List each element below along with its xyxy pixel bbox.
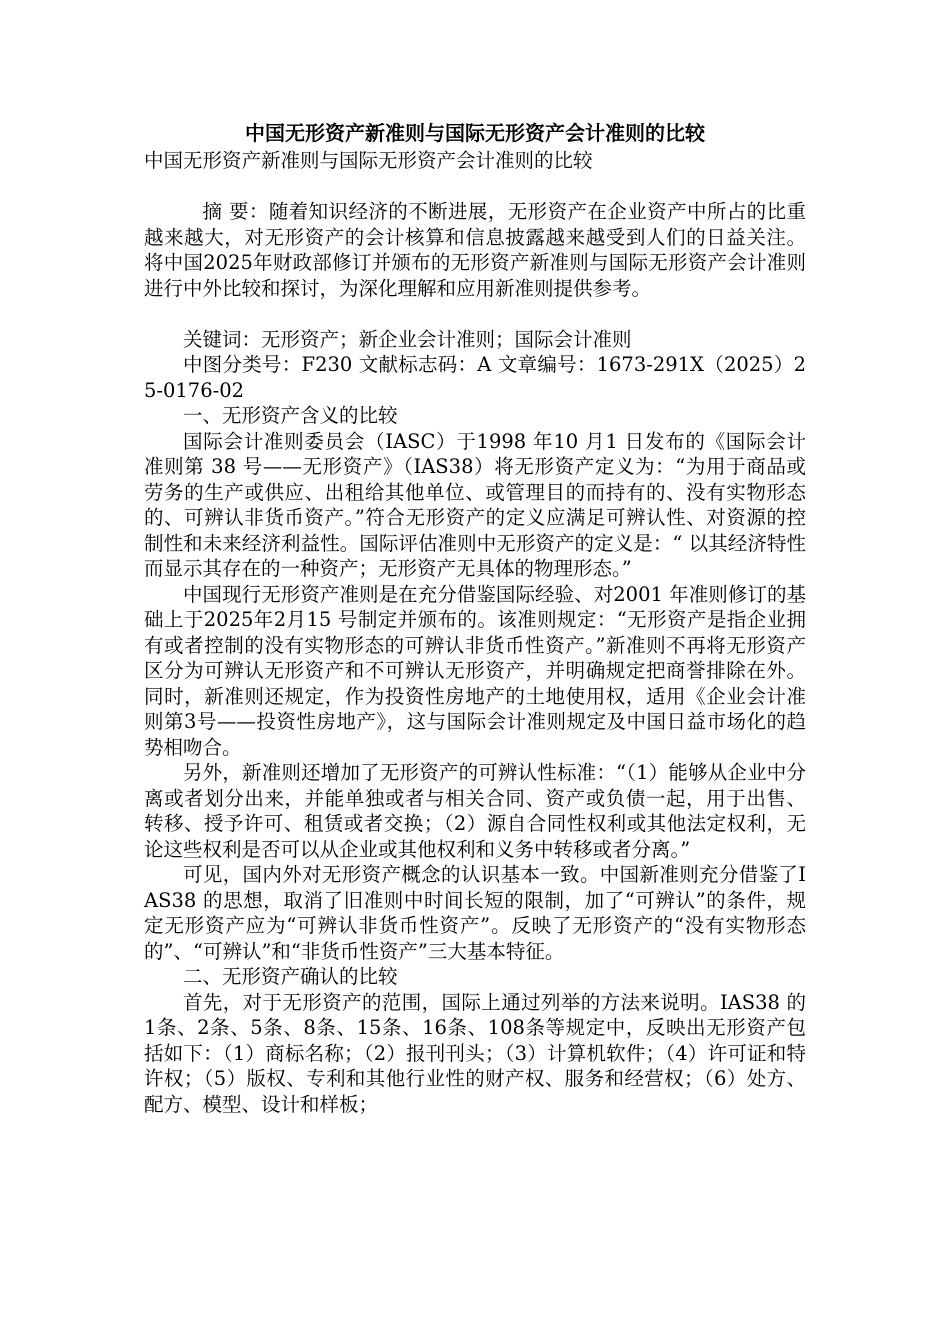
section2-paragraph: 首先，对于无形资产的范围，国际上通过列举的方法来说明。IAS38 的1条、2条、5条、8条、15条、16条、108条等规定中，反映出无形资产包括如下：（1）商标名称；（2）报刊刊头；（3）计算机软件；（4）许可证和特许权；（5）版权、专利和其他行业性的财产权、服务和经营权；（6）处方、配方、模型、设计和样板； [144, 990, 806, 1116]
section1-paragraph: 中国现行无形资产准则是在充分借鉴国际经验、对2001 年准则修订的基础上于2025年2月15 号制定并颁布的。该准则规定：“无形资产是指企业拥有或者控制的没有实物形态的可辨认非货币性资产。”新准则不再将无形资产区分为可辨认无形资产和不可辨认无形资产，并明确规定把商誉排除在外。同时，新准则还规定，作为投资性房地产的土地使用权，适用《企业会计准则第3号——投资性房地产》，这与国际会计准则规定及中国日益市场化的趋势相吻合。 [144, 582, 806, 759]
abstract: 摘 要：随着知识经济的不断进展，无形资产在企业资产中所占的比重越来越大，对无形资产的会计核算和信息披露越来越受到人们的日益关注。将中国2025年财政部修订并颁布的无形资产新准则与国际无形资产会计准则进行中外比较和探讨，为深化理解和应用新准则提供参考。 [144, 200, 806, 300]
section1-paragraph: 国际会计准则委员会（IASC）于1998 年10 月1 日发布的《国际会计准则第 38 号——无形资产》（IAS38）将无形资产定义为：“为用于商品或劳务的生产或供应、出租给其他单位、或管理目的而持有的、没有实物形态的、可辨认非货币资产。”符合无形资产的定义应满足可辨认性、对资源的控制性和未来经济利益性。国际评估准则中无形资产的定义是：“ 以其经济特性而显示其存在的一种资产；无形资产无具体的物理形态。” [144, 429, 806, 580]
keywords: 关键词：无形资产；新企业会计准则；国际会计准则 [183, 327, 632, 351]
spacer [144, 174, 806, 200]
document-page [144, 118, 806, 1117]
spacer [144, 301, 806, 327]
document-subtitle: 中国无形资产新准则与国际无形资产会计准则的比较 [144, 149, 593, 172]
section-heading-2: 二、无形资产确认的比较 [183, 965, 398, 988]
classification-info: 中图分类号：F230 文献标志码：A 文章编号：1673-291X（2025）25-0176-02 [144, 353, 806, 402]
document-title: 中国无形资产新准则与国际无形资产会计准则的比较 [245, 121, 705, 145]
section1-paragraph: 另外，新准则还增加了无形资产的可辨认性标准：“（1）能够从企业中分离或者划分出来，并能单独或者与相关合同、资产或负债一起，用于出售、转移、授予许可、租赁或者交换；（2）源自合同性权利或其他法定权利，无论这些权利是否可以从企业或其他权利和义务中转移或者分离。” [144, 761, 806, 861]
section-heading-1: 一、无形资产含义的比较 [183, 404, 398, 427]
section1-paragraph: 可见，国内外对无形资产概念的认识基本一致。中国新准则充分借鉴了IAS38 的思想，取消了旧准则中时间长短的限制，加了“可辨认”的条件，规定无形资产应为“可辨认非货币性资产”。反映了无形资产的“没有实物形态的”、“可辨认”和“非货币性资产”三大基本特征。 [144, 863, 806, 963]
